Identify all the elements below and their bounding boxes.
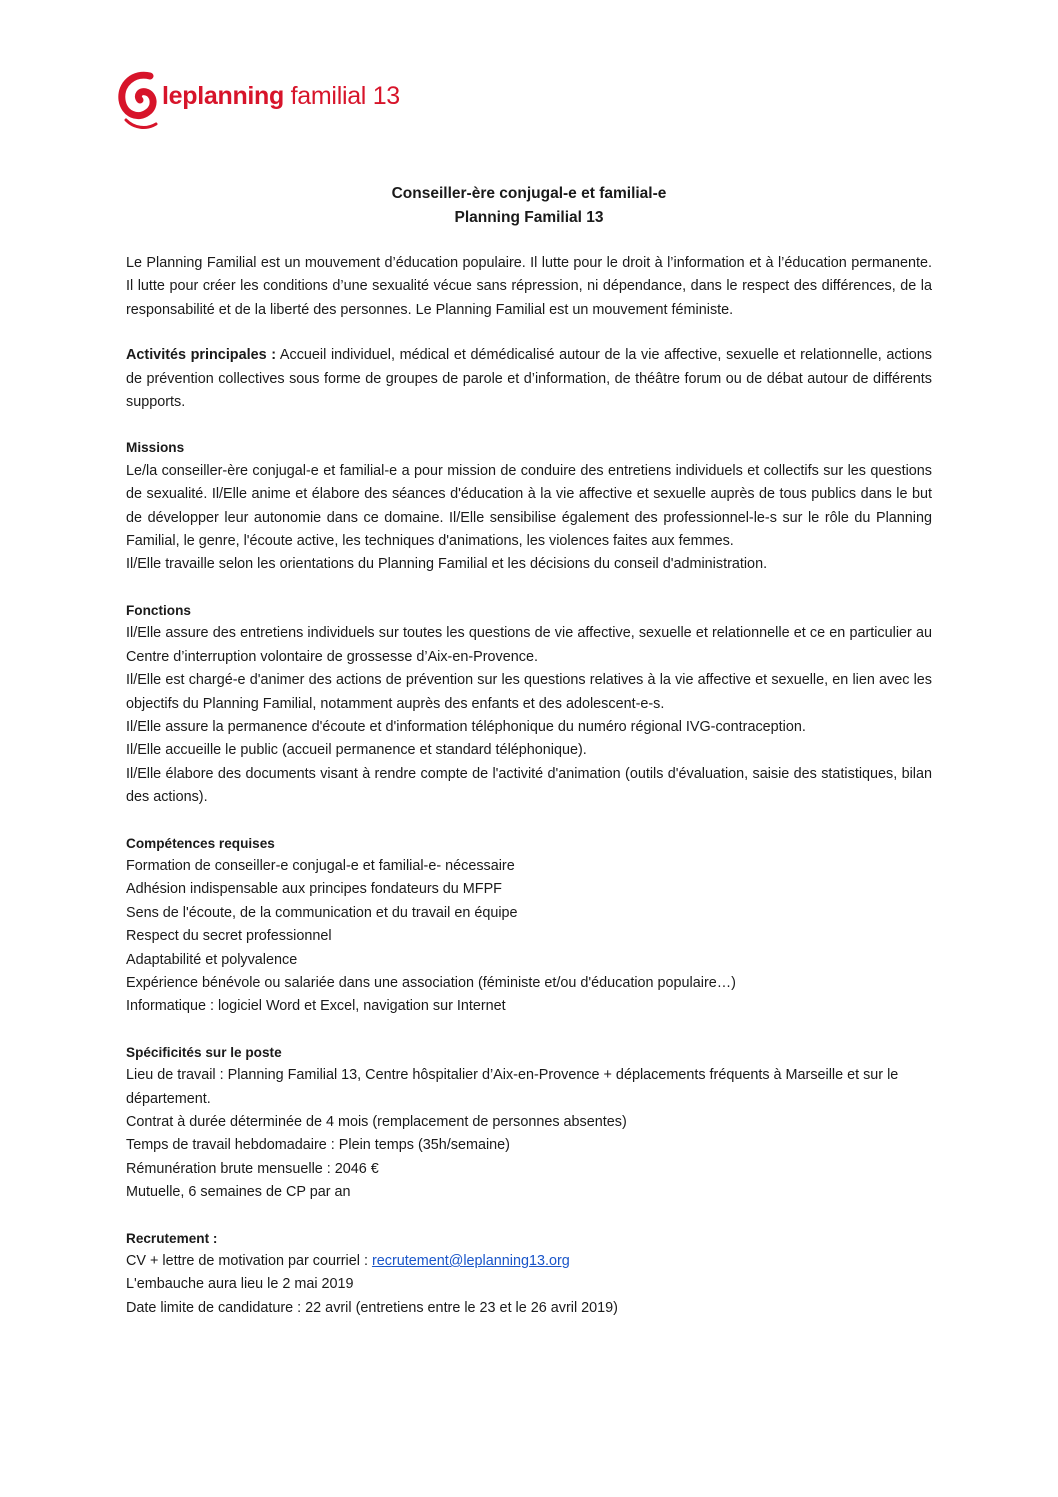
intro-paragraph: Le Planning Familial est un mouvement d’éducation populaire. Il lutte pour le droit à l’information et à l’éducation permanente. Il lutte pour créer les conditions d’une sexualité vécue sans répression, ni dépendance, dans le respect des différences, de la responsabilité et de la liberté des personnes. Le Planning Familial est un mouvement féministe.	[126, 255, 932, 318]
competences-item: Adhésion indispensable aux principes fondateurs du MFPF	[126, 881, 502, 898]
competences-item: Expérience bénévole ou salariée dans une association (féministe et/ou d'éducation populaire…)	[126, 974, 736, 991]
recrutement-embauche: L'embauche aura lieu le 2 mai 2019	[126, 1276, 354, 1293]
specificites-item: Temps de travail hebdomadaire : Plein temps (35h/semaine)	[126, 1137, 510, 1154]
recrutement-cv-prefix: CV + lettre de motivation par courriel :	[126, 1253, 372, 1270]
doc-title-line2: Planning Familial 13	[454, 209, 604, 226]
competences-item: Sens de l'écoute, de la communication et du travail en équipe	[126, 904, 518, 921]
recrutement-cv-line	[126, 1250, 932, 1273]
brand-logo	[116, 68, 476, 138]
job-offer-document	[126, 182, 932, 1320]
brand-name	[162, 82, 400, 111]
fonctions-item: Il/Elle est chargé-e d'animer des actions de prévention sur les questions relatives à la vie affective et sexuelle, en lien avec les objectifs du Planning Familial, notamment auprès des enfants et des adolescent-e-s.	[126, 672, 932, 712]
brand-name-bold: leplanning	[162, 82, 285, 110]
specificites-heading: Spécificités sur le poste	[126, 1044, 282, 1060]
fonctions-item: Il/Elle assure des entretiens individuels sur toutes les questions de vie affective, sexuelle et relationnelle et ce en particulier au Centre d’interruption volontaire de grossesse d’Aix-en-Provence.	[126, 625, 932, 665]
missions-paragraph-1: Le/la conseiller-ère conjugal-e et familial-e a pour mission de conduire des entretiens individuels et collectifs sur les questions de sexualité. Il/Elle anime et élabore des séances d'éducation à la vie affective et sexuelle auprès de tous publics dans le but de développer leur autonomie dans ce domaine. Il/Elle sensibilise également des professionnel-le-s sur le rôle du Planning Familial, le genre, l'écoute active, les techniques d'animations, les violences faites aux femmes.	[126, 462, 932, 550]
recrutement-email-link[interactable]: recrutement@leplanning13.org	[371, 1253, 570, 1270]
specificites-item: Contrat à durée déterminée de 4 mois (remplacement de personnes absentes)	[126, 1114, 627, 1130]
activites-text: Accueil individuel, médical et démédicalisé autour de la vie affective, sexuelle et relationnelle, actions de prévention collectives sous forme de groupes de parole et d’information, de théâtre forum ou de débat autour de différents supports.	[126, 347, 932, 411]
fonctions-item: Il/Elle élabore des documents visant à rendre compte de l'activité d'animation (outils d'évaluation, saisie des statistiques, bilan des actions).	[126, 765, 932, 806]
competences-item: Respect du secret professionnel	[126, 928, 332, 945]
activites-label: Activités principales :	[126, 347, 277, 364]
fonctions-item: Il/Elle accueille le public (accueil permanence et standard téléphonique).	[126, 742, 587, 759]
specificites-item: Mutuelle, 6 semaines de CP par an	[126, 1184, 351, 1201]
competences-item: Adaptabilité et polyvalence	[126, 951, 298, 968]
competences-heading: Compétences requises	[126, 835, 275, 851]
spiral-logo-icon	[116, 68, 164, 138]
recrutement-heading: Recrutement :	[126, 1230, 218, 1246]
specificites-item: Lieu de travail : Planning Familial 13, Centre hôspitalier d’Aix-en-Provence + déplacements fréquents à Marseille et sur le département.	[126, 1067, 899, 1107]
competences-item: Informatique : logiciel Word et Excel, navigation sur Internet	[126, 998, 506, 1015]
doc-title-line1: Conseiller-ère conjugal-e et familial-e	[391, 185, 667, 202]
missions-paragraph-2: Il/Elle travaille selon les orientations du Planning Familial et les décisions du conseil d'administration.	[126, 556, 768, 573]
fonctions-item: Il/Elle assure la permanence d'écoute et d'information téléphonique du numéro régional IVG-contraception.	[126, 718, 806, 735]
fonctions-heading: Fonctions	[126, 602, 191, 618]
recrutement-date-limite: Date limite de candidature : 22 avril (entretiens entre le 23 et le 26 avril 2019)	[126, 1299, 618, 1316]
missions-heading: Missions	[126, 440, 185, 456]
specificites-item: Rémunération brute mensuelle : 2046 €	[126, 1160, 379, 1177]
competences-item: Formation de conseiller-e conjugal-e et familial-e- nécessaire	[126, 857, 515, 874]
brand-name-regular: familial 13	[284, 82, 400, 110]
activites-paragraph	[126, 344, 932, 414]
